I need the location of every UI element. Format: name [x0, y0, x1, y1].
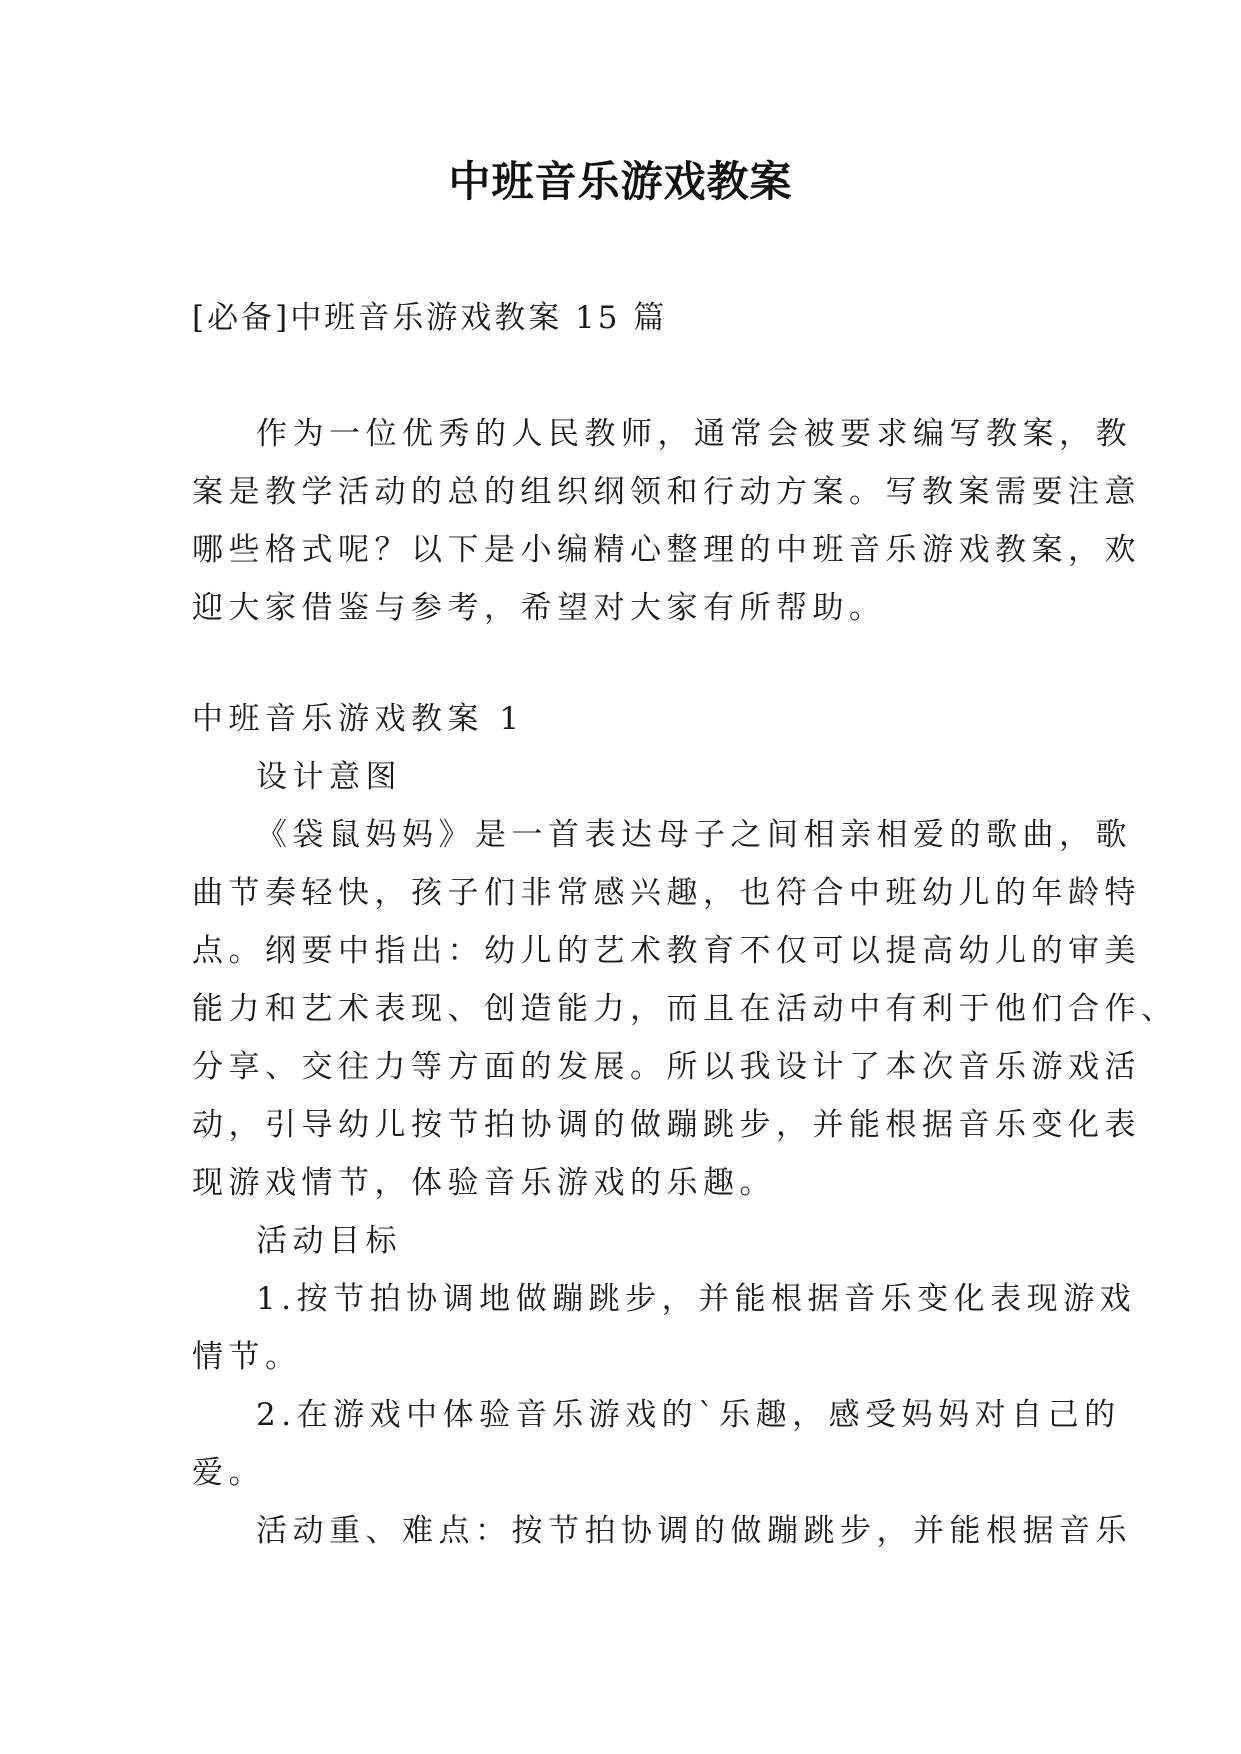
goal-1-line: 情节。: [192, 1339, 302, 1375]
document-title: 中班音乐游戏教案: [448, 157, 793, 206]
intro-line: 哪些格式呢？以下是小编精心整理的中班音乐游戏教案，欢: [192, 532, 1141, 568]
document-subtitle: [必备]中班音乐游戏教案 15 篇: [192, 300, 668, 336]
goal-1-line: 1.按节拍协调地做蹦跳步，并能根据音乐变化表现游戏: [256, 1281, 1137, 1317]
design-intent-line: 点。纲要中指出：幼儿的艺术教育不仅可以提高幼儿的审美: [192, 933, 1141, 969]
design-intent-line: 分享、交往力等方面的发展。所以我设计了本次音乐游戏活: [192, 1049, 1141, 1085]
design-intent-line: 动，引导幼儿按节拍协调的做蹦跳步，并能根据音乐变化表: [192, 1107, 1141, 1143]
design-intent-line: 现游戏情节，体验音乐游戏的乐趣。: [192, 1165, 776, 1201]
design-intent-line: 《袋鼠妈妈》是一首表达母子之间相亲相爱的歌曲，歌: [256, 817, 1132, 853]
intro-paragraph: [192, 405, 1141, 637]
design-intent-heading: 设计意图: [256, 759, 402, 795]
key-points-line: 活动重、难点：按节拍协调的做蹦跳步，并能根据音乐: [256, 1513, 1132, 1549]
section-1: [192, 690, 1178, 1560]
goal-2-line: 爱。: [192, 1455, 265, 1491]
activity-goals-heading: 活动目标: [256, 1223, 402, 1259]
intro-line: 作为一位优秀的人民教师，通常会被要求编写教案，教: [256, 416, 1132, 452]
design-intent-line: 能力和艺术表现、创造能力，而且在活动中有利于他们合作、: [192, 991, 1178, 1027]
goal-2-line: 2.在游戏中体验音乐游戏的`乐趣，感受妈妈对自己的: [256, 1397, 1121, 1433]
intro-line: 迎大家借鉴与参考，希望对大家有所帮助。: [192, 590, 886, 626]
design-intent-line: 曲节奏轻快，孩子们非常感兴趣，也符合中班幼儿的年龄特: [192, 875, 1141, 911]
section-heading: 中班音乐游戏教案 1: [192, 701, 525, 737]
intro-line: 案是教学活动的总的组织纲领和行动方案。写教案需要注意: [192, 474, 1141, 510]
